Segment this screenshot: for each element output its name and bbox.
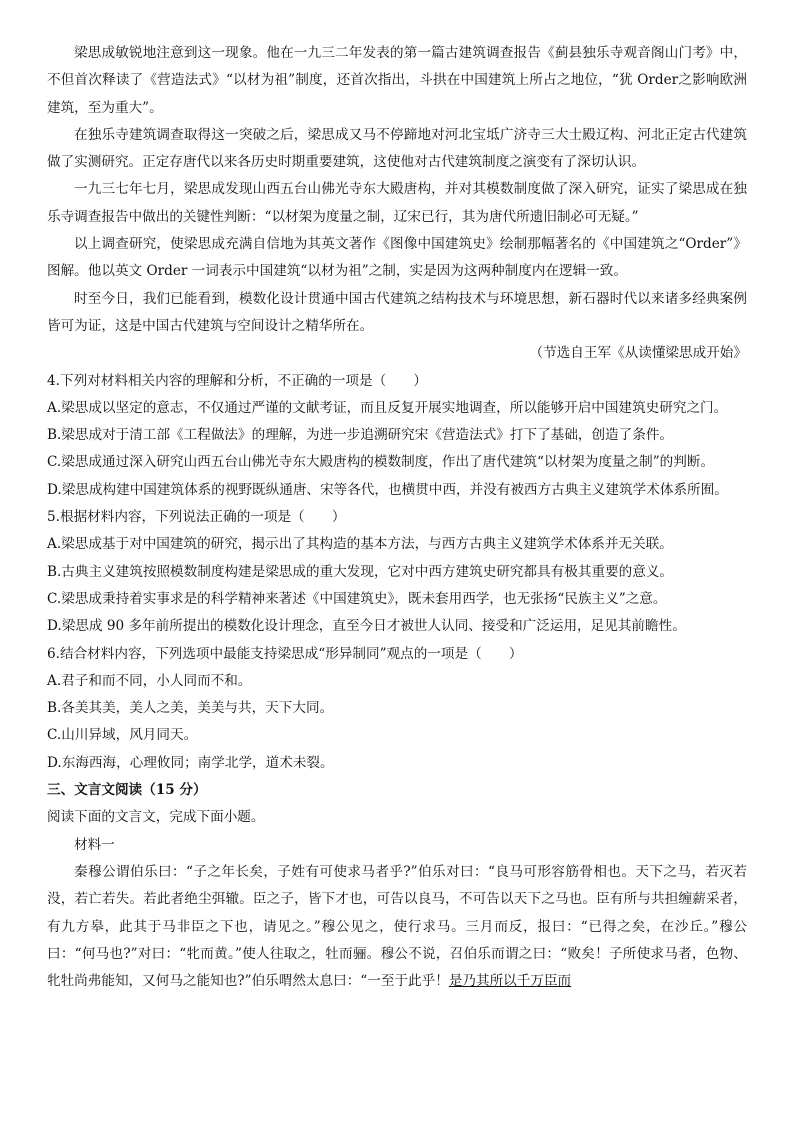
section-3-instruction: 阅读下面的文言文，完成下面小题。	[47, 809, 265, 826]
question-4-option-c: C.梁思成通过深入研究山西五台山佛光寺东大殿唐构的模数制度，作出了唐代建筑“以材架为度量之制”的判断。	[47, 454, 715, 471]
passage-paragraph-3: 一九三七年七月，梁思成发现山西五台山佛光寺东大殿唐构，并对其模数制度做了深入研究，证实了梁思成在独乐寺调查报告中做出的关键性判断：“以材架为度量之制，辽宋已行，其为唐代所遗旧制必可无疑。”	[47, 181, 747, 225]
document-page	[47, 40, 747, 995]
question-5-option-b: B.古典主义建筑按照模数制度构建是梁思成的重大发现，它对中西方建筑史研究都具有极其重要的意义。	[47, 563, 674, 580]
question-5-stem: 5.根据材料内容，下列说法正确的一项是（ ）	[47, 509, 346, 526]
question-6-option-a: A.君子和而不同，小人同而不和。	[47, 672, 252, 689]
passage-paragraph-2: 在独乐寺建筑调查取得这一突破之后，梁思成又马不停蹄地对河北宝坻广济寺三大士殿辽构、河北正定古代建筑做了实测研究。正定存唐代以来各历史时期重要建筑，这使他对古代建筑制度之演变有了深切认识。	[47, 126, 747, 171]
question-6-option-c: C.山川异域，风月同天。	[47, 727, 198, 744]
material-1-label: 材料一	[74, 836, 115, 853]
section-3-title: 三、文言文阅读（15 分）	[47, 782, 207, 799]
passage-paragraph-1: 梁思成敏锐地注意到这一现象。他在一九三二年发表的第一篇古建筑调查报告《蓟县独乐寺观音阁山门考》中，不但首次释读了《营造法式》“以材为祖”制度，还首次指出，斗拱在中国建筑上所占之地位，“犹 Order之影响欧洲建筑，至为重大”。	[47, 45, 747, 116]
question-4-option-d: D.梁思成构建中国建筑体系的视野既纵通唐、宋等各代，也横贯中西，并没有被西方古典主义建筑学术体系所囿。	[47, 481, 728, 498]
question-4-option-a: A.梁思成以坚定的意志，不仅通过严谨的文献考证，而且反复开展实地调查，所以能够开启中国建筑史研究之门。	[47, 399, 728, 416]
passage-source: （节选自王军《从读懂梁思成开始》	[529, 345, 747, 362]
passage-paragraph-4: 以上调查研究，使梁思成充满自信地为其英文著作《图像中国建筑史》绘制那幅著名的《中国建筑之“Order”》图解。他以英文 Order 一词表示中国建筑“以材为祖”之制，实是因为这两种制度内在逻辑一致。	[47, 236, 747, 280]
classical-text-paragraph	[47, 859, 747, 995]
question-6-stem: 6.结合材料内容，下列选项中最能支持梁思成“形异制同”观点的一项是（ ）	[47, 645, 523, 662]
passage-paragraph-5: 时至今日，我们已能看到，模数化设计贯通中国古代建筑之结构技术与环境思想，新石器时代以来诸多经典案例皆可为证，这是中国古代建筑与空间设计之精华所在。	[47, 290, 747, 334]
question-4-option-b: B.梁思成对于清工部《工程做法》的理解，为进一步追溯研究宋《营造法式》打下了基础，创造了条件。	[47, 427, 674, 444]
classical-text-underlined: 是乃其所以千万臣而	[448, 973, 572, 990]
question-5-option-d: D.梁思成 90 多年前所提出的模数化设计理念，直至今日才被世人认同、接受和广泛运用，足见其前瞻性。	[47, 618, 686, 635]
question-5-option-a: A.梁思成基于对中国建筑的研究，揭示出了其构造的基本方法，与西方古典主义建筑学术体系并无关联。	[47, 536, 673, 553]
question-6-option-b: B.各美其美，美人之美，美美与共，天下大同。	[47, 700, 334, 717]
question-6-option-d: D.东海西海，心理攸同；南学北学，道术未裂。	[47, 754, 334, 771]
classical-text-main: 秦穆公谓伯乐曰：“子之年长矣，子姓有可使求马者乎?”伯乐对曰：“良马可形容筋骨相也。天下之马，若灭若没，若亡若失。若此者绝尘弭辙。臣之子，皆下才也，可告以良马，不可告以天下之马也。臣有所与共担缠薪采者，有九方皋，此其于马非臣之下也，请见之。”穆公见之，使行求马。三月而反，报曰：“已得之矣，在沙丘。”穆公曰：“何马也?”对曰：“牝而黄。”使人往取之，牡而骊。穆公不说，召伯乐而谓之曰：“败矣！子所使求马者，色物、牝牡尚弗能知，又何马之能知也?”伯乐喟然太息曰：“一至于此乎！	[47, 863, 747, 990]
question-4-stem: 4.下列对材料相关内容的理解和分析，不正确的一项是（ ）	[47, 372, 427, 389]
question-5-option-c: C.梁思成秉持着实事求是的科学精神来著述《中国建筑史》，既未套用西学，也无张扬“民族主义”之意。	[47, 590, 667, 607]
